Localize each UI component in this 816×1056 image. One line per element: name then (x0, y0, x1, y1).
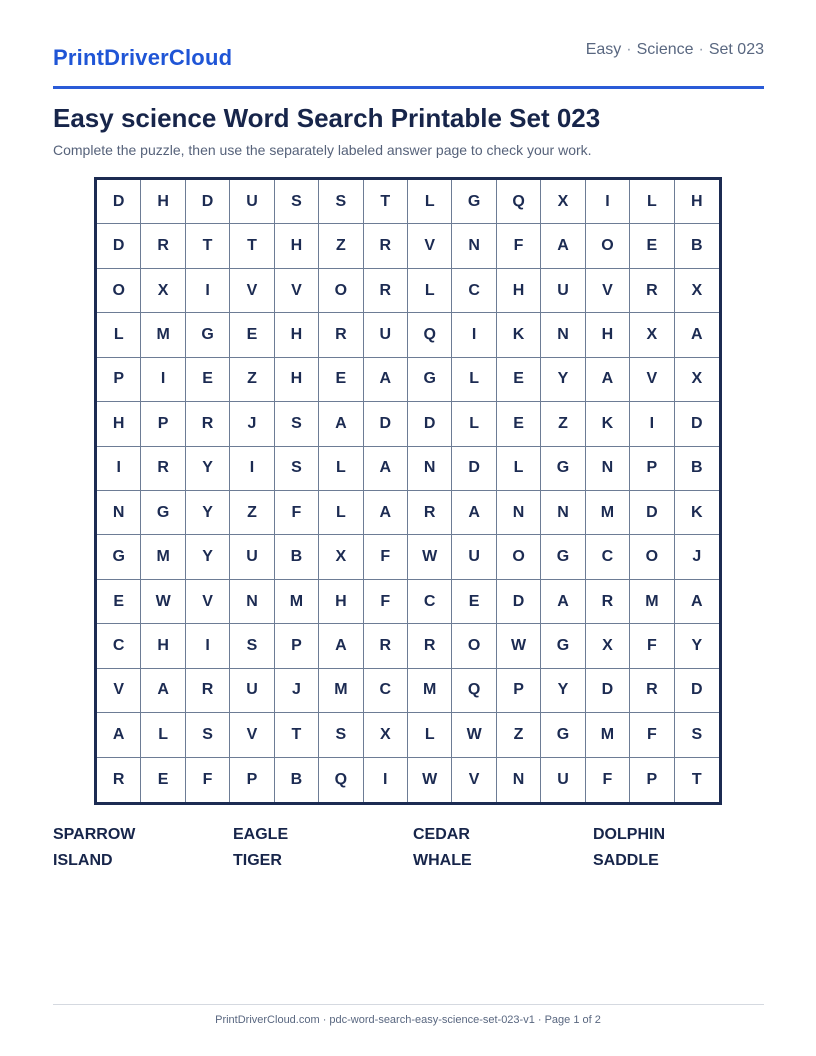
word-list-item: WHALE (413, 852, 472, 869)
page-footer: PrintDriverCloud.com · pdc-word-search-easy-science-set-023-v1 · Page 1 of 2 (215, 1014, 601, 1026)
grid-cell: E (452, 580, 496, 624)
grid-cell: X (630, 313, 674, 357)
grid-cell: C (452, 269, 496, 313)
grid-cell: N (452, 224, 496, 268)
word-list-item: DOLPHIN (593, 826, 665, 843)
grid-cell: A (675, 313, 719, 357)
grid-cell: P (630, 447, 674, 491)
grid-cell: Z (497, 713, 541, 757)
grid-cell: I (452, 313, 496, 357)
grid-cell: Y (541, 358, 585, 402)
word-search-grid (94, 177, 722, 805)
grid-cell: X (541, 180, 585, 224)
grid-cell: P (97, 358, 141, 402)
grid-cell: U (541, 269, 585, 313)
grid-cell: D (97, 180, 141, 224)
grid-cell: H (141, 180, 185, 224)
grid-cell: U (364, 313, 408, 357)
grid-cell: Z (230, 358, 274, 402)
grid-cell: R (408, 491, 452, 535)
grid-cell: N (408, 447, 452, 491)
grid-cell: G (541, 713, 585, 757)
grid-cell: W (408, 535, 452, 579)
grid-cell: R (586, 580, 630, 624)
grid-cell: B (675, 447, 719, 491)
word-list-item: EAGLE (233, 826, 289, 843)
grid-cell: D (97, 224, 141, 268)
grid-cell: H (275, 313, 319, 357)
grid-cell: G (452, 180, 496, 224)
grid-cell: R (408, 624, 452, 668)
grid-cell: A (319, 624, 363, 668)
grid-cell: X (319, 535, 363, 579)
breadcrumb (586, 41, 764, 59)
grid-cell: R (319, 313, 363, 357)
grid-cell: B (275, 535, 319, 579)
grid-cell: E (497, 402, 541, 446)
grid-cell: R (630, 669, 674, 713)
grid-cell: Y (541, 669, 585, 713)
grid-cell: V (452, 758, 496, 802)
grid-cell: D (586, 669, 630, 713)
grid-cell: A (586, 358, 630, 402)
grid-cell: Q (452, 669, 496, 713)
grid-cell: T (186, 224, 230, 268)
grid-cell: O (452, 624, 496, 668)
grid-cell: M (275, 580, 319, 624)
grid-cell: P (630, 758, 674, 802)
grid-cell: F (497, 224, 541, 268)
grid-cell: V (586, 269, 630, 313)
grid-cell: P (497, 669, 541, 713)
grid-cell: O (97, 269, 141, 313)
grid-cell: S (186, 713, 230, 757)
page-header (53, 38, 764, 89)
grid-cell: B (275, 758, 319, 802)
grid-cell: D (497, 580, 541, 624)
grid-cell: O (319, 269, 363, 313)
grid-cell: L (452, 358, 496, 402)
grid-cell: Z (319, 224, 363, 268)
grid-cell: E (230, 313, 274, 357)
grid-cell: L (408, 180, 452, 224)
grid-cell: R (141, 447, 185, 491)
grid-cell: A (675, 580, 719, 624)
grid-cell: D (675, 669, 719, 713)
grid-cell: D (364, 402, 408, 446)
grid-cell: Y (186, 491, 230, 535)
grid-cell: D (675, 402, 719, 446)
grid-cell: F (630, 624, 674, 668)
grid-cell: H (497, 269, 541, 313)
grid-cell: E (630, 224, 674, 268)
grid-cell: J (275, 669, 319, 713)
grid-cell: F (586, 758, 630, 802)
grid-cell: G (97, 535, 141, 579)
grid-cell: Y (186, 535, 230, 579)
grid-cell: M (141, 535, 185, 579)
grid-cell: E (497, 358, 541, 402)
grid-cell: U (541, 758, 585, 802)
grid-cell: A (364, 491, 408, 535)
grid-cell: Q (497, 180, 541, 224)
grid-cell: N (586, 447, 630, 491)
grid-cell: N (497, 491, 541, 535)
grid-cell: W (452, 713, 496, 757)
grid-cell: D (186, 180, 230, 224)
grid-cell: N (230, 580, 274, 624)
word-list-item: SPARROW (53, 826, 136, 843)
grid-cell: X (675, 269, 719, 313)
grid-cell: A (319, 402, 363, 446)
grid-cell: M (408, 669, 452, 713)
grid-cell: U (230, 180, 274, 224)
grid-cell: I (630, 402, 674, 446)
grid-cell: G (186, 313, 230, 357)
grid-cell: U (230, 669, 274, 713)
grid-cell: T (275, 713, 319, 757)
grid-cell: K (675, 491, 719, 535)
grid-cell: R (364, 224, 408, 268)
word-list (53, 825, 764, 870)
grid-cell: F (630, 713, 674, 757)
grid-cell: E (97, 580, 141, 624)
grid-cell: A (141, 669, 185, 713)
grid-cell: G (408, 358, 452, 402)
grid-cell: F (364, 580, 408, 624)
grid-cell: U (452, 535, 496, 579)
grid-cell: L (408, 713, 452, 757)
grid-cell: A (541, 580, 585, 624)
grid-cell: V (275, 269, 319, 313)
grid-cell: O (630, 535, 674, 579)
grid-cell: V (408, 224, 452, 268)
grid-cell: Z (230, 491, 274, 535)
grid-cell: J (230, 402, 274, 446)
footer-divider (53, 1004, 764, 1005)
word-list-item: TIGER (233, 852, 282, 869)
grid-cell: V (230, 269, 274, 313)
grid-cell: Y (186, 447, 230, 491)
grid-cell: F (275, 491, 319, 535)
word-list-item: SADDLE (593, 852, 659, 869)
grid-cell: H (275, 358, 319, 402)
brand-logo-text[interactable]: PrintDriverCloud (53, 45, 233, 70)
grid-cell: R (97, 758, 141, 802)
grid-cell: A (364, 358, 408, 402)
grid-cell: E (186, 358, 230, 402)
grid-cell: V (97, 669, 141, 713)
grid-cell: P (230, 758, 274, 802)
grid-cell: R (141, 224, 185, 268)
grid-cell: A (452, 491, 496, 535)
grid-cell: L (97, 313, 141, 357)
grid-cell: M (586, 713, 630, 757)
grid-cell: H (141, 624, 185, 668)
grid-cell: S (675, 713, 719, 757)
grid-cell: M (319, 669, 363, 713)
page-title: Easy science Word Search Printable Set 023 (53, 103, 601, 133)
grid-cell: B (675, 224, 719, 268)
grid-cell: R (364, 269, 408, 313)
breadcrumb-separator: · (626, 41, 632, 58)
grid-cell: I (364, 758, 408, 802)
grid-cell: T (691, 770, 702, 788)
grid-cell: X (364, 713, 408, 757)
grid-cell: N (97, 491, 141, 535)
grid-cell: L (319, 447, 363, 491)
grid-cell: F (186, 758, 230, 802)
grid-cell: C (586, 535, 630, 579)
grid-cell: S (319, 713, 363, 757)
grid-cell: C (408, 580, 452, 624)
grid-cell: C (97, 624, 141, 668)
grid-cell: S (275, 402, 319, 446)
grid-cell: D (452, 447, 496, 491)
grid-cell: N (541, 313, 585, 357)
grid-cell: R (630, 269, 674, 313)
grid-cell: G (541, 447, 585, 491)
grid-cell: O (586, 224, 630, 268)
grid-cell: F (364, 535, 408, 579)
grid-cell: I (186, 269, 230, 313)
grid-cell: C (364, 669, 408, 713)
grid-cell: A (541, 224, 585, 268)
grid-cell: W (497, 624, 541, 668)
grid-cell: P (141, 402, 185, 446)
grid-cell: Q (319, 758, 363, 802)
grid-cell: K (497, 313, 541, 357)
grid-cell: V (630, 358, 674, 402)
breadcrumb-separator: · (698, 41, 704, 58)
grid-cell: O (497, 535, 541, 579)
grid-cell: V (230, 713, 274, 757)
grid-cell: L (497, 447, 541, 491)
grid-cell: A (97, 713, 141, 757)
grid-cell: I (186, 624, 230, 668)
grid-cell: G (541, 535, 585, 579)
grid-cell: M (141, 313, 185, 357)
grid-cell: P (275, 624, 319, 668)
grid-cell: L (408, 269, 452, 313)
breadcrumb-item-level[interactable]: Easy (585, 41, 622, 58)
grid-cell: X (141, 269, 185, 313)
grid-cell: L (319, 491, 363, 535)
grid-cell: R (186, 402, 230, 446)
grid-cell: Z (541, 402, 585, 446)
grid-cell: G (541, 624, 585, 668)
grid-cell: M (630, 580, 674, 624)
grid-cell: I (586, 180, 630, 224)
grid-cell: W (141, 580, 185, 624)
page-instructions: Complete the puzzle, then use the separately labeled answer page to check your work. (53, 142, 592, 158)
grid-cell: I (230, 447, 274, 491)
grid-cell: R (364, 624, 408, 668)
grid-cell: S (275, 180, 319, 224)
grid-cell: Y (675, 624, 719, 668)
grid-cell: N (541, 491, 585, 535)
grid-cell: E (319, 358, 363, 402)
grid-cell: Q (408, 313, 452, 357)
grid-cell: X (675, 358, 719, 402)
grid-cell: S (319, 180, 363, 224)
grid-cell: D (408, 402, 452, 446)
grid-cell: U (230, 535, 274, 579)
grid-cell: N (497, 758, 541, 802)
grid-cell: T (230, 224, 274, 268)
grid-cell: W (408, 758, 452, 802)
grid-cell: X (586, 624, 630, 668)
breadcrumb-item-set[interactable]: Set 023 (708, 41, 764, 58)
grid-cell: S (230, 624, 274, 668)
grid-cell: L (141, 713, 185, 757)
grid-cell: L (452, 402, 496, 446)
grid-cell: I (141, 358, 185, 402)
grid-cell: V (186, 580, 230, 624)
grid-cell: H (275, 224, 319, 268)
grid-cell: J (675, 535, 719, 579)
grid-cell: S (275, 447, 319, 491)
grid-cell: R (186, 669, 230, 713)
word-list-item: CEDAR (413, 826, 470, 843)
grid-cell: H (586, 313, 630, 357)
breadcrumb-item-subject[interactable]: Science (636, 41, 694, 58)
grid-cell: L (630, 180, 674, 224)
grid-cell: H (97, 402, 141, 446)
grid-cell: E (141, 758, 185, 802)
grid-cell: I (97, 447, 141, 491)
grid-cell: G (141, 491, 185, 535)
grid-cell: T (364, 180, 408, 224)
grid-cell: D (630, 491, 674, 535)
grid-cell: H (319, 580, 363, 624)
grid-cell: H (675, 180, 719, 224)
grid-cell: A (364, 447, 408, 491)
grid-cell: K (586, 402, 630, 446)
grid-cell: M (586, 491, 630, 535)
word-list-item: ISLAND (53, 852, 113, 869)
